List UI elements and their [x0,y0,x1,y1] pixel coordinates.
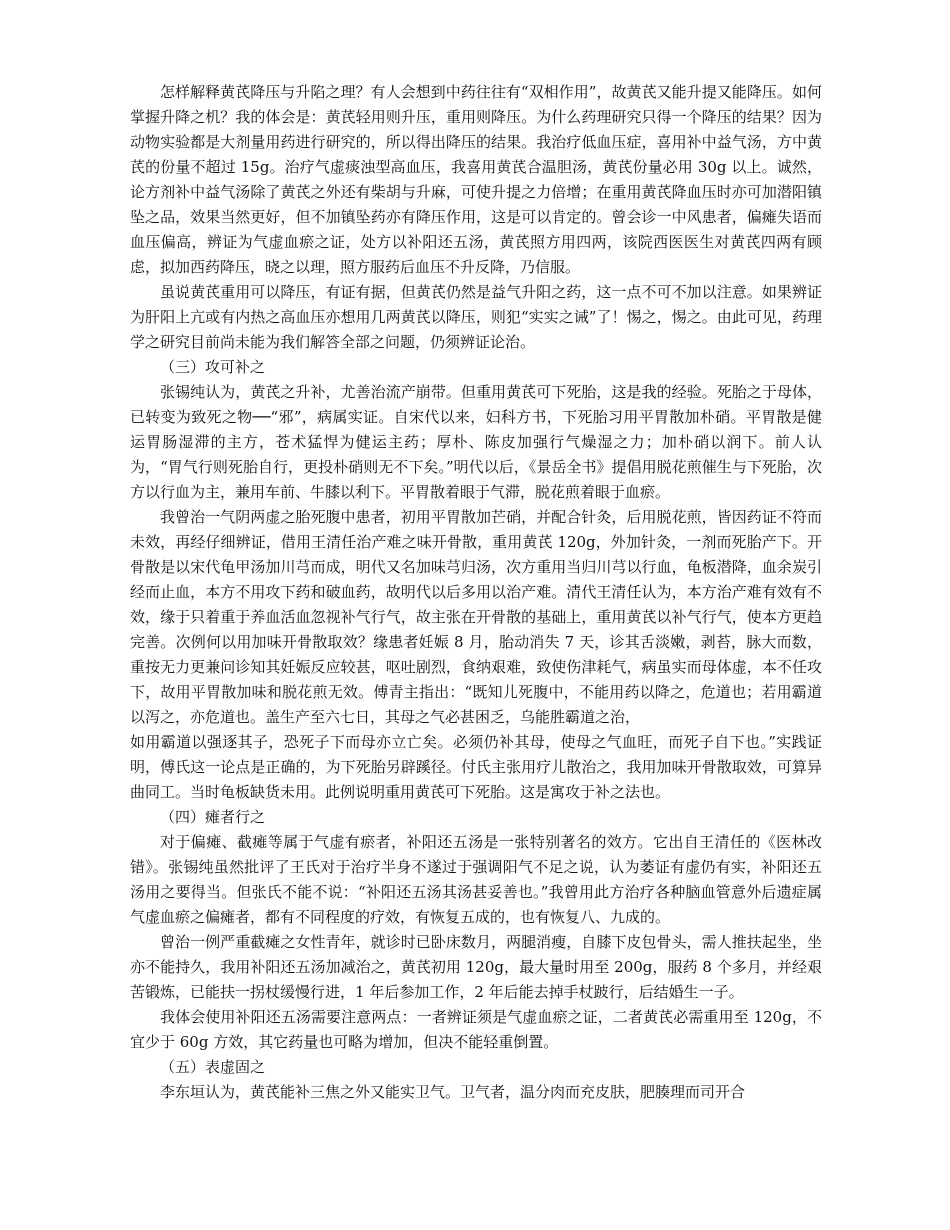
paragraph-paralysis-notes: 我体会使用补阳还五汤需要注意两点：一者辨证须是气虚血瘀之证，二者黄芪必需重用至 120g，不宜少于 60g 方效，其它药量也可略为增加，但决不能轻重倒置。 [130,1008,822,1051]
section-heading-4: （四）瘫者行之 [160,808,266,826]
document-page [130,80,822,1105]
paragraph-dead-fetus-intro: 张锡纯认为，黄芪之升补，尤善治流产崩带。但重用黄芪可下死胎，这是我的经验。死胎之于母体，已转变为致死之物──“邪”，病属实证。自宋代以来，妇科方书，下死胎习用平胃散加朴硝。平胃散是健运胃肠湿滞的主方，苍术猛悍为健运主药；厚朴、陈皮加强行气燥湿之力；加朴硝以润下。前人认为，“胃气行则死胎自行，更投朴硝则无不下矣。”明代以后，《景岳全书》提倡用脱花煎催生与下死胎，次方以行血为主，兼用车前、牛膝以利下。平胃散着眼于气滞，脱花煎着眼于血瘀。 [130,383,822,501]
paragraph-hypertension-caution: 虽说黄芪重用可以降压，有证有据，但黄芪仍然是益气升阳之药，这一点不可不加以注意。如果辨证为肝阳上亢或有内热之高血压亦想用几两黄芪以降压，则犯“实实之诫”了！惕之，惕之。由此可见，药理学之研究目前尚未能为我们解答全部之问题，仍须辨证论治。 [130,283,822,351]
paragraph-dead-fetus-conclusion: 如用霸道以强逐其子，恐死子下而母亦立亡矣。必须仍补其母，使母之气血旺，而死子自下也。”实践证明，傅氏这一论点是正确的，为下死胎另辟蹊径。付氏主张用疗儿散治之，我用加味开骨散取效，可算异曲同工。当时龟板缺货未用。此例说明重用黄芪可下死胎。这是寓攻于补之法也。 [130,733,822,801]
paragraph-paraplegia-case: 曾治一例严重截瘫之女性青年，就诊时已卧床数月，两腿消瘦，自膝下皮包骨头，需人推扶起坐，坐亦不能持久，我用补阳还五汤加减治之，黄芪初用 120g，最大量时用至 200g，服药 8 个多月，并经艰苦锻炼，已能扶一拐杖缓慢行进，1 年后参加工作，2 年后能去掉手杖跛行，后结婚生一子。 [130,933,822,1001]
paragraph-dead-fetus-case: 我曾治一气阴两虚之胎死腹中患者，初用平胃散加芒硝，并配合针灸，后用脱花煎，皆因药证不符而未效，再经仔细辨证，借用王清任治产难之味开骨散，重用黄芪 120g，外加针灸，一剂而死胎产下。开骨散是以宋代龟甲汤加川芎而成，明代又名加味芎归汤，次方重用当归川芎以行血，龟板潜降，血余炭引经而止血，本方不用攻下药和破血药，故明代以后多用以治产难。清代王清任认为，本方治产难有效有不效，缘于只着重于养血活血忽视补气行气，故主张在开骨散的基础上，重用黄芪以补气行气，使本方更趋完善。次例何以用加味开骨散取效？缘患者妊娠 8 月，胎动消失 7 天，诊其舌淡嫩，剥苔，脉大而数，重按无力更兼问诊知其妊娠反应较甚，呕吐剧烈，食纳艰难，致使伤津耗气，病虽实而母体虚，本不任攻下，故用平胃散加味和脱花煎无效。傅青主指出：“既知儿死腹中，不能用药以降之，危道也；若用霸道以泻之，亦危道也。盖生产至六七日，其母之气必甚困乏，乌能胜霸道之治， [130,508,822,726]
section-heading-5: （五）表虚固之 [160,1058,266,1076]
paragraph-paralysis-intro: 对于偏瘫、截瘫等属于气虚有瘀者，补阳还五汤是一张特别著名的效方。它出自王清任的《医林改错》。张锡纯虽然批评了王氏对于治疗半身不遂过于强调阳气不足之说，认为萎证有虚仍有实，补阳还五汤用之要得当。但张氏不能不说：“补阳还五汤其汤甚妥善也。”我曾用此方治疗各种脑血管意外后遗症属气虚血瘀之偏瘫者，都有不同程度的疗效，有恢复五成的，也有恢复八、九成的。 [130,833,822,926]
paragraph-exterior-deficiency: 李东垣认为，黄芪能补三焦之外又能实卫气。卫气者，温分肉而充皮肤，肥腠理而司开合 [160,1083,746,1101]
section-heading-3: （三）攻可补之 [160,358,266,376]
paragraph-hypertension-explanation: 怎样解释黄芪降压与升陷之理？有人会想到中药往往有“双相作用”，故黄芪又能升提又能降压。如何掌握升降之机？我的体会是：黄芪轻用则升压，重用则降压。为什么药理研究只得一个降压的结果？因为动物实验都是大剂量用药进行研究的，所以得出降压的结果。我治疗低血压症，喜用补中益气汤，方中黄芪的份量不超过 15g。治疗气虚痰浊型高血压，我喜用黄芪合温胆汤，黄芪份量必用 30g 以上。诚然，论方剂补中益气汤除了黄芪之外还有柴胡与升麻，可使升提之力倍增；在重用黄芪降血压时亦可加潜阳镇坠之品，效果当然更好，但不加镇坠药亦有降压作用，这是可以肯定的。曾会诊一中风患者，偏瘫失语而血压偏高，辨证为气虚血瘀之证，处方以补阳还五汤，黄芪照方用四两，该院西医医生对黄芪四两有顾虑，拟加西药降压，晓之以理，照方服药后血压不升反降，乃信服。 [130,83,822,276]
